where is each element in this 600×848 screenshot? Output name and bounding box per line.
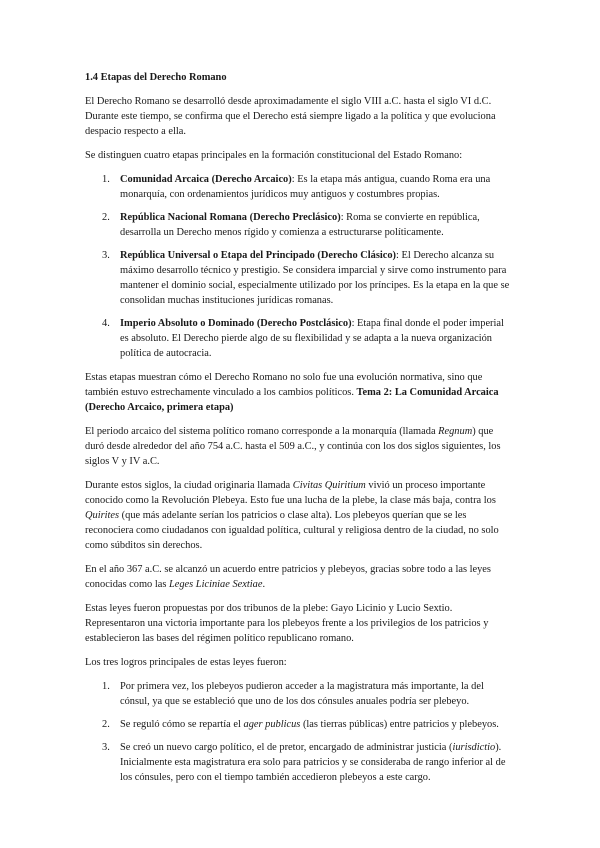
text-run: (las tierras públicas) entre patricios y plebeyos. bbox=[300, 719, 499, 730]
stage-item bbox=[85, 172, 513, 202]
list-number: 3. bbox=[102, 250, 110, 261]
text-run: El periodo arcaico del sistema político romano corresponde a la monarquía (llamada bbox=[85, 426, 439, 437]
stage-text: : Etapa final donde el poder imperial es absoluto. El Derecho pierde algo de su flexibilidad y se adapta a la nueva organización política de autocracia. bbox=[120, 318, 504, 359]
text-run: Durante estos siglos, la ciudad originaria llamada bbox=[85, 480, 293, 491]
achievement-item bbox=[85, 679, 513, 709]
text-run: (que más adelante serían los patricios o clase alta). Los plebeyos querían que se les reconociera como ciudadanos con igualdad política, cultural y religiosa dentro de la ciudad, no solo como súbditos sin derechos. bbox=[85, 510, 499, 551]
civitas-paragraph bbox=[85, 478, 513, 553]
text-run: Se creó un nuevo cargo político, el de pretor, encargado de administrar justicia ( bbox=[120, 742, 453, 753]
stage-title: República Nacional Romana (Derecho Preclásico) bbox=[120, 212, 341, 223]
stage-item bbox=[85, 248, 513, 308]
list-number: 2. bbox=[102, 212, 110, 223]
intro-paragraph: El Derecho Romano se desarrolló desde aproximadamente el siglo VIII a.C. hasta el siglo VI d.C. Durante este tiempo, se confirma que el Derecho está siempre ligado a la política y que evoluciona despacio respecto a ella. bbox=[85, 96, 496, 137]
latin-term: Leges Liciniae Sextiae bbox=[168, 579, 263, 590]
leges-paragraph bbox=[85, 562, 513, 592]
text-run: En el año 367 a.C. se alcanzó un acuerdo entre patricios y plebeyos, gracias sobre todo a las leyes conocidas como las bbox=[85, 564, 491, 590]
document-body bbox=[85, 70, 513, 794]
regnum-paragraph bbox=[85, 424, 513, 469]
text-run: vivió un proceso importante conocido como la Revolución Plebeya. Esto fue una lucha de la plebe, la clase más baja, contra los bbox=[85, 480, 496, 506]
stage-item bbox=[85, 316, 513, 361]
topic-title: Tema 2: La Comunidad Arcaica (Derecho Arcaico, primera etapa) bbox=[85, 387, 499, 413]
tribunos-paragraph: Estas leyes fueron propuestas por dos tribunos de la plebe: Gayo Licinio y Lucio Sextio. Representaron una victoria importante para los plebeyos frente a los privilegios de los patricios y establecieron las bases del régimen político republicano romano. bbox=[85, 603, 489, 644]
stages-list bbox=[85, 172, 513, 361]
stage-text: : El Derecho alcanza su máximo desarrollo técnico y prestigio. Se considera imparcial y sirve como instrumento para mantener el dominio social, especialmente utilizado por los príncipes. Es la etapa en la que se consolidan muchas instituciones jurídicas romanas. bbox=[120, 250, 510, 306]
stage-title: Imperio Absoluto o Dominado (Derecho Postclásico) bbox=[120, 318, 352, 329]
list-number: 4. bbox=[102, 318, 110, 329]
text-run: ). Inicialmente esta magistratura era solo para patricios y se consideraba de rango inferior al de los cónsules, pero con el tiempo también accedieron plebeyos a este cargo. bbox=[120, 742, 506, 783]
latin-term: ager publicus bbox=[243, 719, 301, 730]
stage-title: República Universal o Etapa del Principado (Derecho Clásico) bbox=[120, 250, 397, 261]
list-number: 1. bbox=[102, 681, 110, 692]
text-run: Se reguló cómo se repartía el bbox=[120, 719, 244, 730]
list-number: 1. bbox=[102, 174, 110, 185]
stages-intro-paragraph: Se distinguen cuatro etapas principales en la formación constitucional del Estado Romano: bbox=[85, 150, 463, 161]
text-run: Por primera vez, los plebeyos pudieron acceder a la magistratura más importante, la del cónsul, ya que se estableció que uno de los dos cónsules anuales podría ser plebeyo. bbox=[120, 681, 484, 707]
stage-text: : Roma se convierte en república, desarrolla un Derecho menos rígido y comienza a estructurarse políticamente. bbox=[120, 212, 480, 238]
achievement-item bbox=[85, 740, 513, 785]
achievement-item bbox=[85, 717, 513, 732]
achievements-list bbox=[85, 679, 513, 785]
logros-intro-paragraph: Los tres logros principales de estas leyes fueron: bbox=[85, 657, 287, 668]
stage-title: Comunidad Arcaica (Derecho Arcaico) bbox=[120, 174, 292, 185]
stage-item bbox=[85, 210, 513, 240]
stage-text: : Es la etapa más antigua, cuando Roma era una monarquía, con ordenamientos jurídicos muy antiguos y costumbres propias. bbox=[120, 174, 491, 200]
text-run: ) que duró desde alrededor del año 754 a.C. hasta el 509 a.C., y continúa con los dos siglos siguientes, los siglos V y IV a.C. bbox=[85, 426, 501, 467]
latin-term: Regnum bbox=[438, 426, 473, 437]
list-number: 3. bbox=[102, 742, 110, 753]
latin-term: Civitas Quiritium bbox=[292, 480, 366, 491]
section-title: 1.4 Etapas del Derecho Romano bbox=[85, 72, 227, 83]
latin-term: iurisdictio bbox=[452, 742, 496, 753]
latin-term: Quirites bbox=[85, 510, 120, 521]
list-number: 2. bbox=[102, 719, 110, 730]
closing-paragraph bbox=[85, 370, 513, 415]
text-run: . bbox=[262, 579, 266, 590]
closing-text: Estas etapas muestran cómo el Derecho Romano no solo fue una evolución normativa, sino que también estuvo estrechamente vinculado a los cambios políticos. bbox=[85, 372, 483, 398]
